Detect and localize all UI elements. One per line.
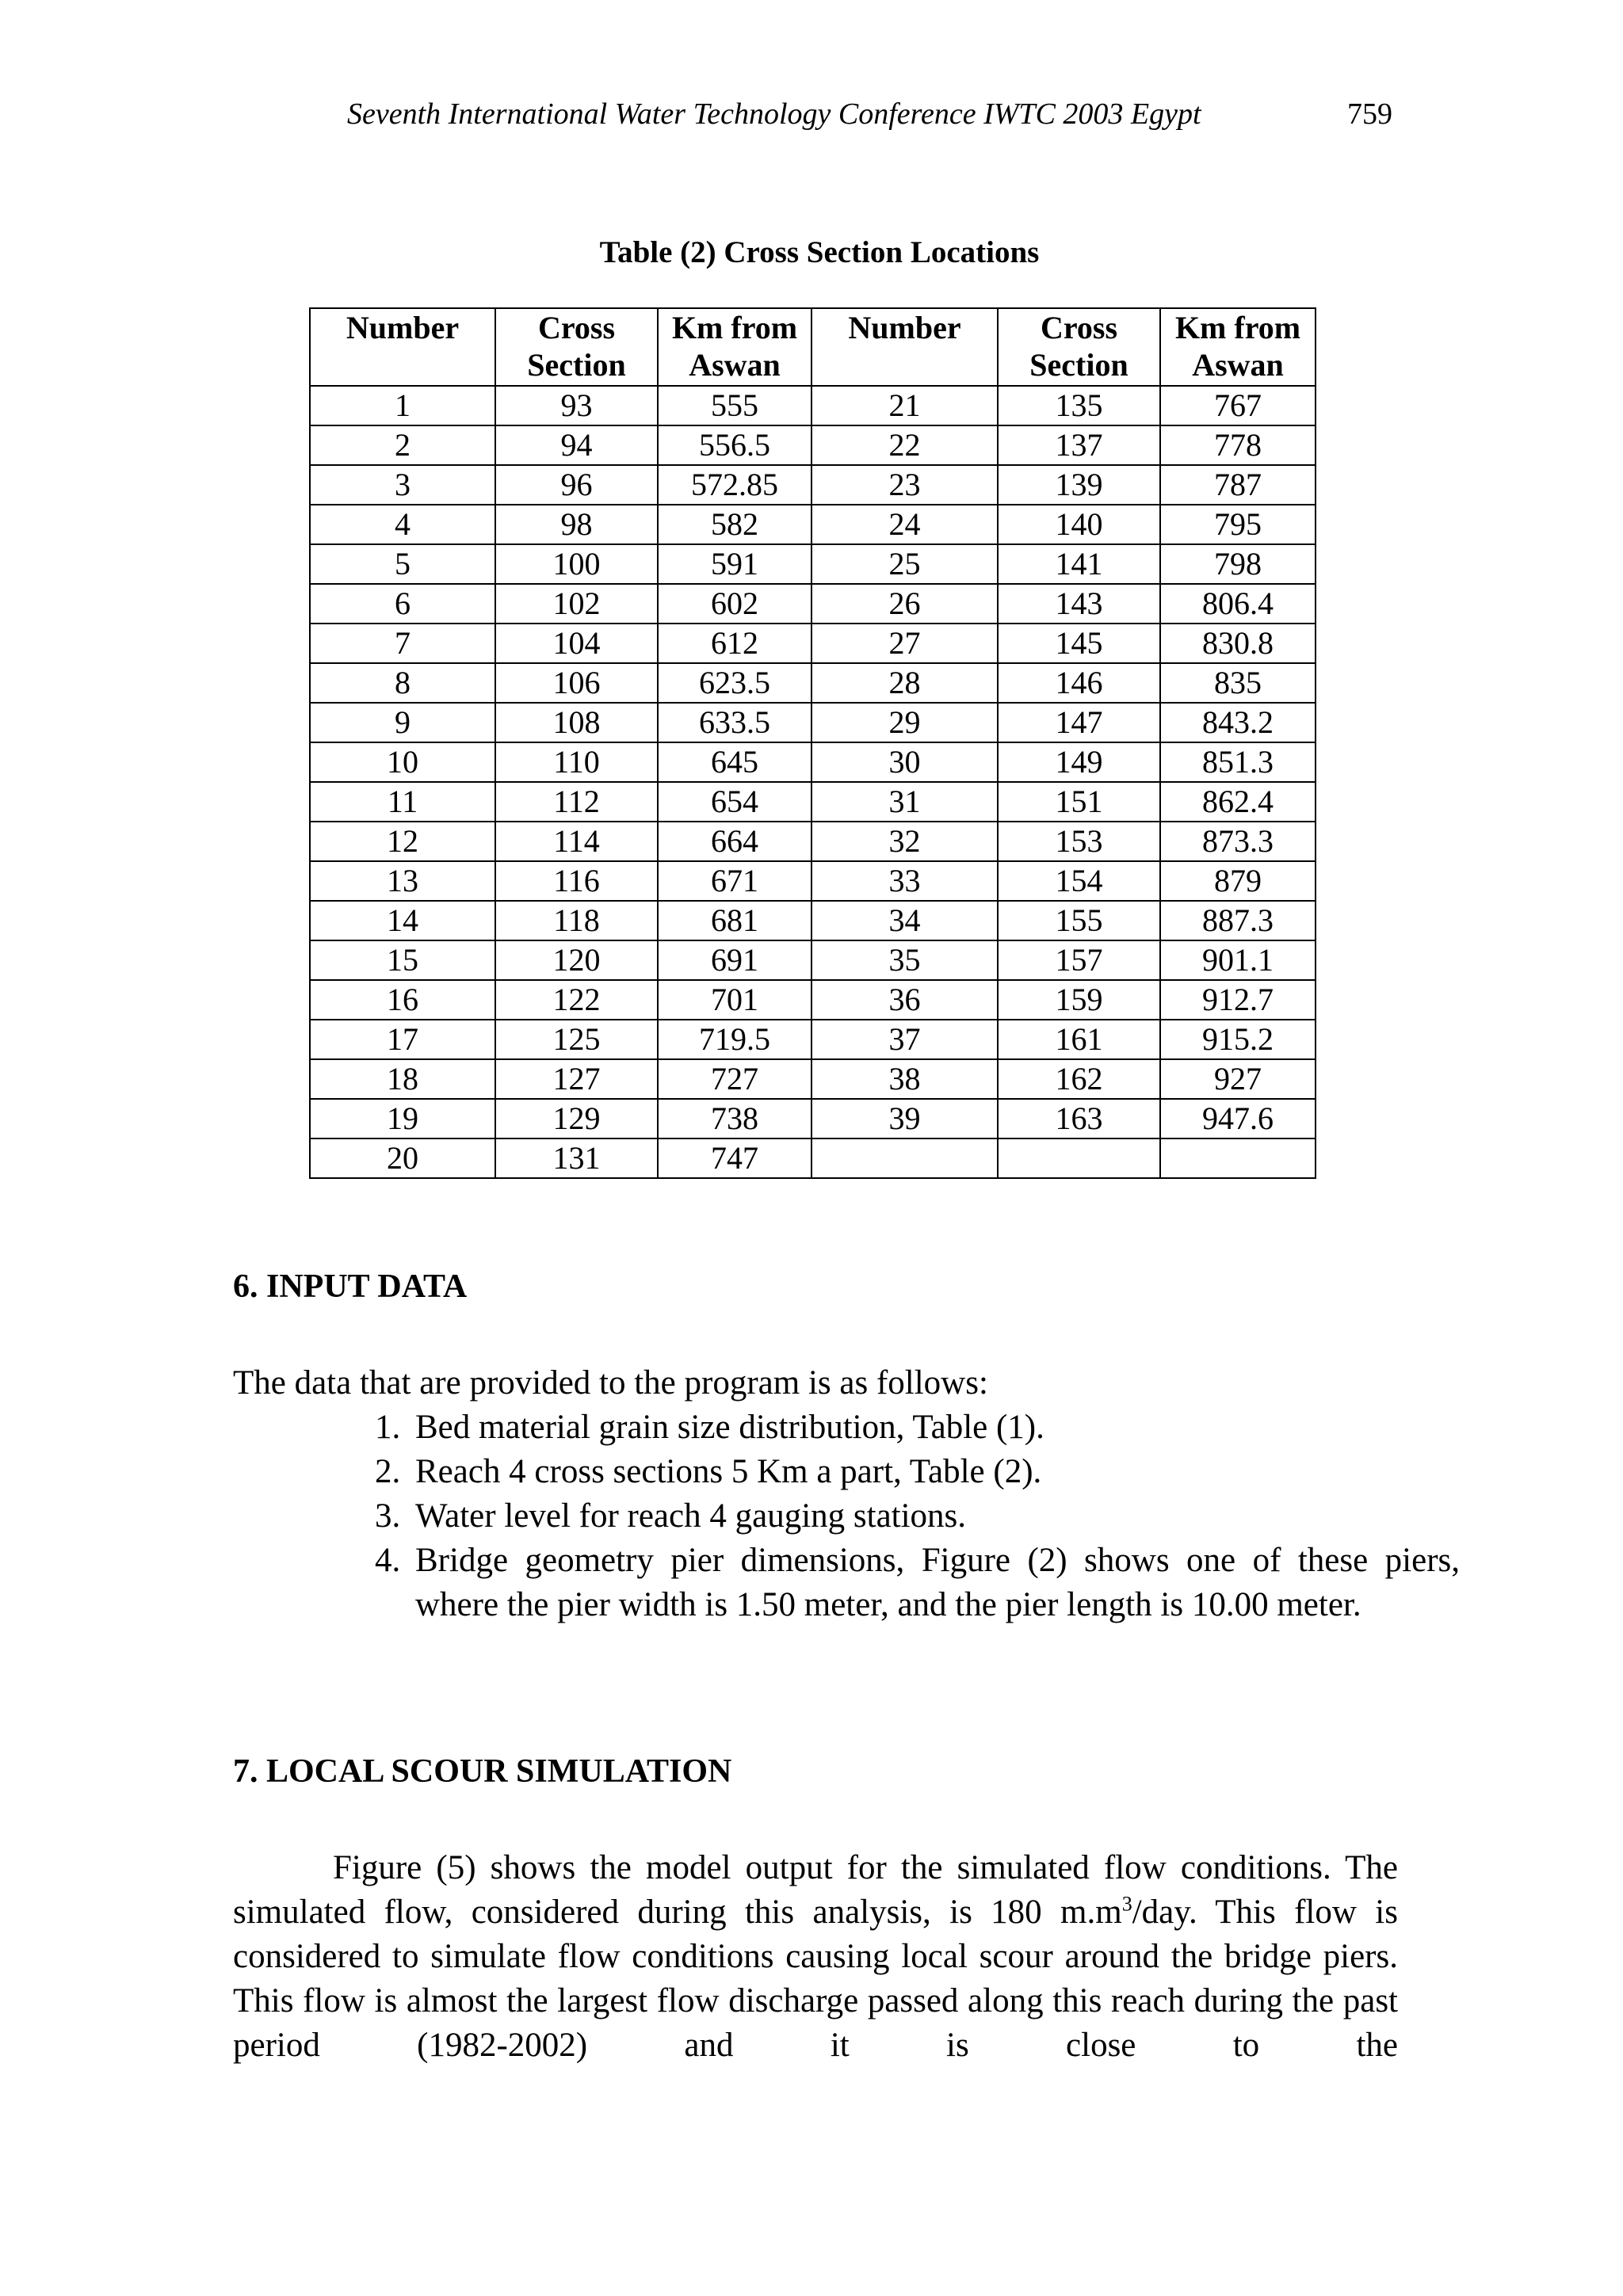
table-cell: 153	[998, 822, 1160, 861]
table-cell: 96	[495, 465, 658, 505]
table-row	[310, 624, 1316, 663]
table-cell: 155	[998, 901, 1160, 940]
table-cell: 151	[998, 782, 1160, 822]
table-cell: 14	[310, 901, 495, 940]
table-cell: 719.5	[658, 1020, 812, 1059]
table-cell: 110	[495, 742, 658, 782]
table-cell: 3	[310, 465, 495, 505]
table-cell: 843.2	[1160, 703, 1316, 742]
table-cell: 602	[658, 584, 812, 624]
column-header: Number	[812, 308, 998, 386]
table-cell: 116	[495, 861, 658, 901]
table-body	[310, 386, 1316, 1178]
table-cell: 106	[495, 663, 658, 703]
table-cell: 120	[495, 940, 658, 980]
column-header: Km from Aswan	[658, 308, 812, 386]
table-cell: 555	[658, 386, 812, 425]
table-cell: 149	[998, 742, 1160, 782]
table-cell: 6	[310, 584, 495, 624]
table-cell: 147	[998, 703, 1160, 742]
section-heading-input-data: 6. INPUT DATA	[233, 1268, 468, 1305]
list-item: 2. Reach 4 cross sections 5 Km a part, Table (2).	[409, 1450, 1460, 1494]
table-row	[310, 505, 1316, 544]
paragraph-text	[233, 1846, 1398, 2068]
table-row	[310, 703, 1316, 742]
table-cell	[812, 1138, 998, 1178]
table-cell: 2	[310, 425, 495, 465]
table-cell: 146	[998, 663, 1160, 703]
table-row	[310, 465, 1316, 505]
table-cell: 664	[658, 822, 812, 861]
table-cell: 901.1	[1160, 940, 1316, 980]
table-cell: 39	[812, 1099, 998, 1138]
page-number: 759	[1347, 97, 1392, 131]
table-cell: 112	[495, 782, 658, 822]
table-cell: 26	[812, 584, 998, 624]
table-cell: 787	[1160, 465, 1316, 505]
table-cell: 22	[812, 425, 998, 465]
table-cell: 118	[495, 901, 658, 940]
table-row	[310, 1138, 1316, 1178]
local-scour-paragraph	[233, 1846, 1398, 2068]
intro-text: The data that are provided to the program is as follows:	[233, 1364, 988, 1402]
list-item: 1. Bed material grain size distribution, Table (1).	[409, 1405, 1460, 1450]
table-cell: 98	[495, 505, 658, 544]
table-row	[310, 782, 1316, 822]
table-caption: Table (2) Cross Section Locations	[599, 235, 1040, 269]
table-row	[310, 425, 1316, 465]
table-cell: 131	[495, 1138, 658, 1178]
table-cell: 927	[1160, 1059, 1316, 1099]
table-row	[310, 584, 1316, 624]
table-cell: 915.2	[1160, 1020, 1316, 1059]
table-cell: 778	[1160, 425, 1316, 465]
table-row	[310, 980, 1316, 1020]
cross-section-table	[309, 307, 1316, 1179]
table-row	[310, 1020, 1316, 1059]
table-cell: 7	[310, 624, 495, 663]
column-header: Cross Section	[998, 308, 1160, 386]
list-item: 3. Water level for reach 4 gauging stations.	[409, 1494, 1460, 1539]
input-data-intro	[233, 1361, 1398, 1405]
table-row	[310, 940, 1316, 980]
input-data-list	[347, 1405, 1460, 1627]
table-cell: 582	[658, 505, 812, 544]
table-cell: 795	[1160, 505, 1316, 544]
table-cell: 20	[310, 1138, 495, 1178]
table-cell: 862.4	[1160, 782, 1316, 822]
table-cell: 24	[812, 505, 998, 544]
table-row	[310, 742, 1316, 782]
table-header-row	[310, 308, 1316, 386]
table-cell: 4	[310, 505, 495, 544]
table-cell: 35	[812, 940, 998, 980]
table-cell: 25	[812, 544, 998, 584]
table-cell: 159	[998, 980, 1160, 1020]
table-cell: 29	[812, 703, 998, 742]
table-cell: 143	[998, 584, 1160, 624]
column-header: Cross Section	[495, 308, 658, 386]
table-cell: 163	[998, 1099, 1160, 1138]
table-cell: 9	[310, 703, 495, 742]
table-row	[310, 386, 1316, 425]
table-cell: 23	[812, 465, 998, 505]
table-cell: 36	[812, 980, 998, 1020]
table-cell: 738	[658, 1099, 812, 1138]
table-cell: 21	[812, 386, 998, 425]
table-cell: 835	[1160, 663, 1316, 703]
table-cell: 645	[658, 742, 812, 782]
table-cell: 13	[310, 861, 495, 901]
table-cell: 947.6	[1160, 1099, 1316, 1138]
table-cell: 129	[495, 1099, 658, 1138]
table-row	[310, 822, 1316, 861]
table-cell: 5	[310, 544, 495, 584]
table-cell: 806.4	[1160, 584, 1316, 624]
table-cell: 94	[495, 425, 658, 465]
table-cell: 633.5	[658, 703, 812, 742]
table-cell: 873.3	[1160, 822, 1316, 861]
table-cell: 556.5	[658, 425, 812, 465]
table-cell: 31	[812, 782, 998, 822]
table-cell: 145	[998, 624, 1160, 663]
paragraph-text-part-1: Figure (5) shows the model output for the simulated flow conditions. The simulated flow, considered during this analysis, is 180 m.m	[233, 1849, 1398, 1931]
table-cell: 135	[998, 386, 1160, 425]
table-cell: 612	[658, 624, 812, 663]
table-cell: 93	[495, 386, 658, 425]
table-cell: 141	[998, 544, 1160, 584]
table-cell: 727	[658, 1059, 812, 1099]
paragraph-text-part-2: /day. This flow is considered to simulate flow conditions causing local scour around the bridge piers. This flow is almost the largest flow discharge passed along this reach during the past period (1982-2002) and it is close to the	[233, 1894, 1398, 2064]
table-cell: 17	[310, 1020, 495, 1059]
table-cell: 127	[495, 1059, 658, 1099]
table-cell: 157	[998, 940, 1160, 980]
table-cell: 16	[310, 980, 495, 1020]
table-cell: 161	[998, 1020, 1160, 1059]
table-row	[310, 901, 1316, 940]
table-cell: 851.3	[1160, 742, 1316, 782]
table-row	[310, 1099, 1316, 1138]
table-cell: 102	[495, 584, 658, 624]
list-item: 4. Bridge geometry pier dimensions, Figure (2) shows one of these piers, where the pier width is 1.50 meter, and the pier length is 10.00 meter.	[409, 1539, 1460, 1627]
table-cell: 28	[812, 663, 998, 703]
table-cell: 139	[998, 465, 1160, 505]
table-cell: 879	[1160, 861, 1316, 901]
table-cell: 1	[310, 386, 495, 425]
table-row	[310, 544, 1316, 584]
table-row	[310, 1059, 1316, 1099]
table-cell: 12	[310, 822, 495, 861]
table-cell: 137	[998, 425, 1160, 465]
table-cell: 747	[658, 1138, 812, 1178]
table-cell	[998, 1138, 1160, 1178]
table-cell: 767	[1160, 386, 1316, 425]
table-cell: 8	[310, 663, 495, 703]
superscript: 3	[1121, 1892, 1132, 1916]
table-cell: 671	[658, 861, 812, 901]
table-cell: 830.8	[1160, 624, 1316, 663]
table-cell: 798	[1160, 544, 1316, 584]
table-cell: 154	[998, 861, 1160, 901]
table-cell: 19	[310, 1099, 495, 1138]
table-cell: 125	[495, 1020, 658, 1059]
table-row	[310, 861, 1316, 901]
table-cell: 10	[310, 742, 495, 782]
table-cell: 654	[658, 782, 812, 822]
table-cell: 591	[658, 544, 812, 584]
table-cell: 162	[998, 1059, 1160, 1099]
table-cell: 18	[310, 1059, 495, 1099]
table-cell: 108	[495, 703, 658, 742]
table-cell: 912.7	[1160, 980, 1316, 1020]
table-cell: 104	[495, 624, 658, 663]
table-cell: 691	[658, 940, 812, 980]
table-row	[310, 663, 1316, 703]
table-cell: 681	[658, 901, 812, 940]
table-cell: 30	[812, 742, 998, 782]
table-cell: 34	[812, 901, 998, 940]
table-cell: 140	[998, 505, 1160, 544]
table-cell: 572.85	[658, 465, 812, 505]
table-cell	[1160, 1138, 1316, 1178]
table-cell: 114	[495, 822, 658, 861]
table-cell: 32	[812, 822, 998, 861]
table-cell: 122	[495, 980, 658, 1020]
table-cell: 15	[310, 940, 495, 980]
table-cell: 11	[310, 782, 495, 822]
table-cell: 37	[812, 1020, 998, 1059]
table-cell: 100	[495, 544, 658, 584]
column-header: Km from Aswan	[1160, 308, 1316, 386]
table-cell: 27	[812, 624, 998, 663]
table-cell: 701	[658, 980, 812, 1020]
running-header: Seventh International Water Technology Conference IWTC 2003 Egypt	[347, 97, 1201, 131]
column-header: Number	[310, 308, 495, 386]
table-cell: 33	[812, 861, 998, 901]
table-cell: 887.3	[1160, 901, 1316, 940]
table-cell: 623.5	[658, 663, 812, 703]
table-cell: 38	[812, 1059, 998, 1099]
section-heading-local-scour: 7. LOCAL SCOUR SIMULATION	[233, 1753, 732, 1790]
